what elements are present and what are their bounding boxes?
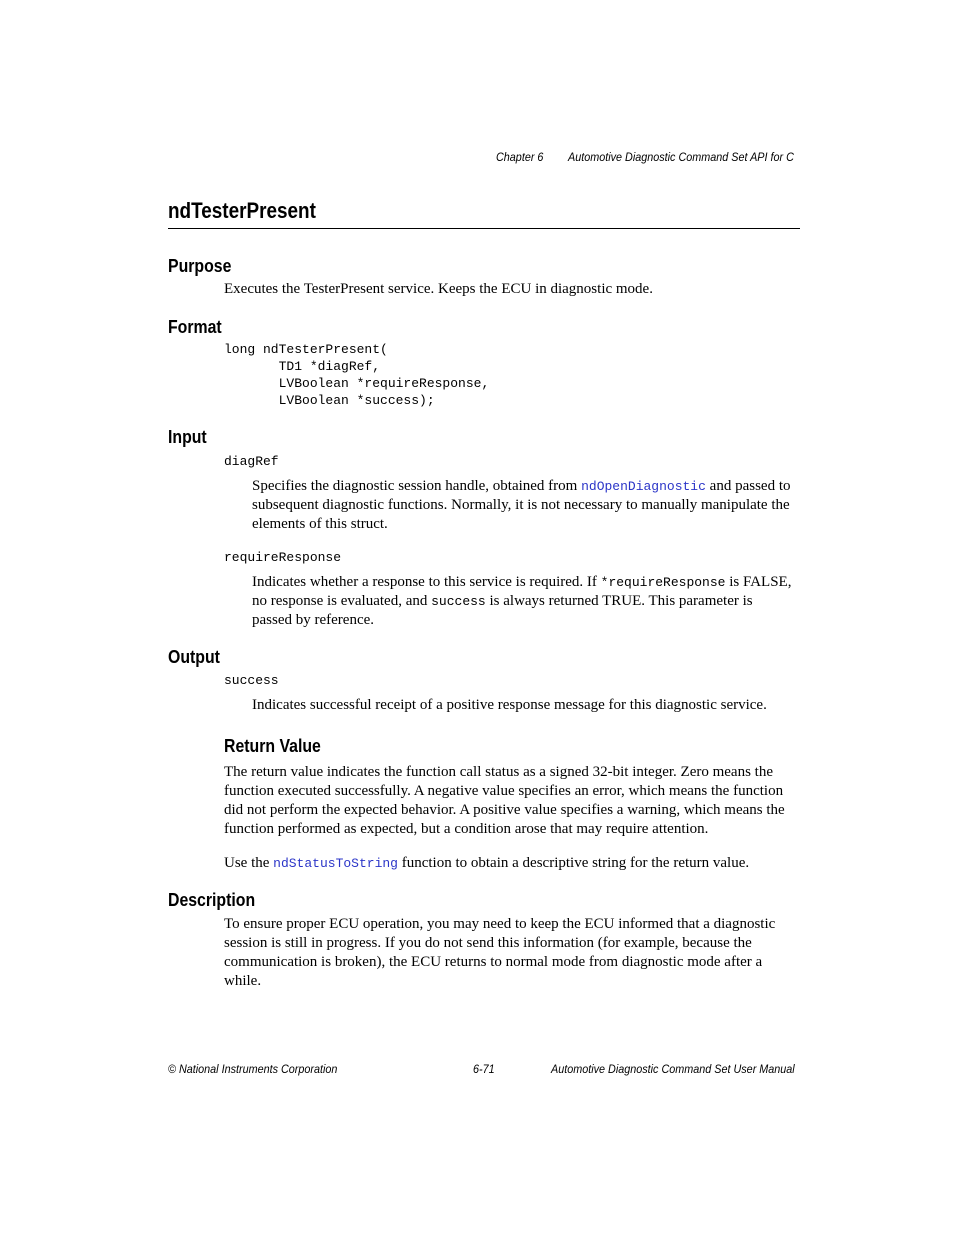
param-desc-success: Indicates successful receipt of a positive response message for this diagnostic service.: [252, 697, 767, 713]
param-desc-text: is always returned TRUE. This parameter is passed by reference.: [252, 593, 753, 628]
footer-manual-title: Automotive Diagnostic Command Set User Manual: [551, 1062, 795, 1076]
return-value-text: The return value indicates the function call status as a signed 32-bit integer. Zero means the function executed successfully. A negative value specifies an error, which means the function did not perform the expected behavior. A positive value specifies a warning, which means the function performed as expected, but a condition arose that may require attention.: [224, 764, 785, 837]
return-value-usage: [224, 854, 804, 873]
param-desc-text: and passed to subsequent diagnostic functions. Normally, it is not necessary to manually manipulate the elements of this struct.: [252, 478, 791, 532]
usage-text: function to obtain a descriptive string for the return value.: [397, 855, 750, 871]
param-desc-requireresponse: [252, 573, 792, 630]
param-desc-text: Specifies the diagnostic session handle, obtained from: [252, 478, 582, 494]
param-desc-text: Indicates whether a response to this service is required. If: [252, 574, 601, 590]
code-line: LVBoolean *requireResponse,: [224, 376, 490, 391]
format-heading: Format: [168, 317, 222, 337]
description-heading: Description: [168, 890, 256, 910]
title-divider: [168, 228, 800, 229]
running-head-chapter: Chapter 6: [496, 150, 544, 164]
format-code-block: [224, 341, 489, 409]
ndopendiagnostic-link[interactable]: ndOpenDiagnostic: [581, 479, 706, 494]
running-head-title: Automotive Diagnostic Command Set API for C: [568, 150, 794, 164]
input-heading: Input: [168, 427, 207, 447]
description-text: To ensure proper ECU operation, you may need to keep the ECU informed that a diagnostic session is still in progress. If you do not send this information (for example, because the communication is broken), the ECU returns to normal mode from diagnostic mode after a while.: [224, 916, 776, 989]
code-line: long ndTesterPresent(: [224, 342, 388, 357]
purpose-text: Executes the TesterPresent service. Keeps the ECU in diagnostic mode.: [224, 281, 653, 297]
return-value-heading: Return Value: [224, 736, 321, 756]
footer-copyright: © National Instruments Corporation: [168, 1062, 338, 1076]
output-heading: Output: [168, 647, 220, 667]
inline-code-requireresponse: *requireResponse: [600, 575, 726, 590]
param-desc-text: is FALSE, no response is evaluated, and: [252, 574, 792, 609]
purpose-heading: Purpose: [168, 256, 232, 276]
ndstatustostring-link[interactable]: ndStatusToString: [273, 856, 398, 871]
inline-code-success: success: [431, 594, 486, 609]
param-desc-diagref: [252, 477, 804, 534]
usage-text: Use the: [224, 855, 274, 871]
page-title: ndTesterPresent: [168, 198, 316, 223]
code-line: TD1 *diagRef,: [224, 359, 381, 374]
param-name-success: success: [224, 673, 279, 688]
footer-page-number: 6-71: [473, 1062, 495, 1076]
code-line: LVBoolean *success);: [224, 393, 435, 408]
param-name-diagref: diagRef: [224, 454, 279, 469]
param-name-requireresponse: requireResponse: [224, 550, 342, 565]
